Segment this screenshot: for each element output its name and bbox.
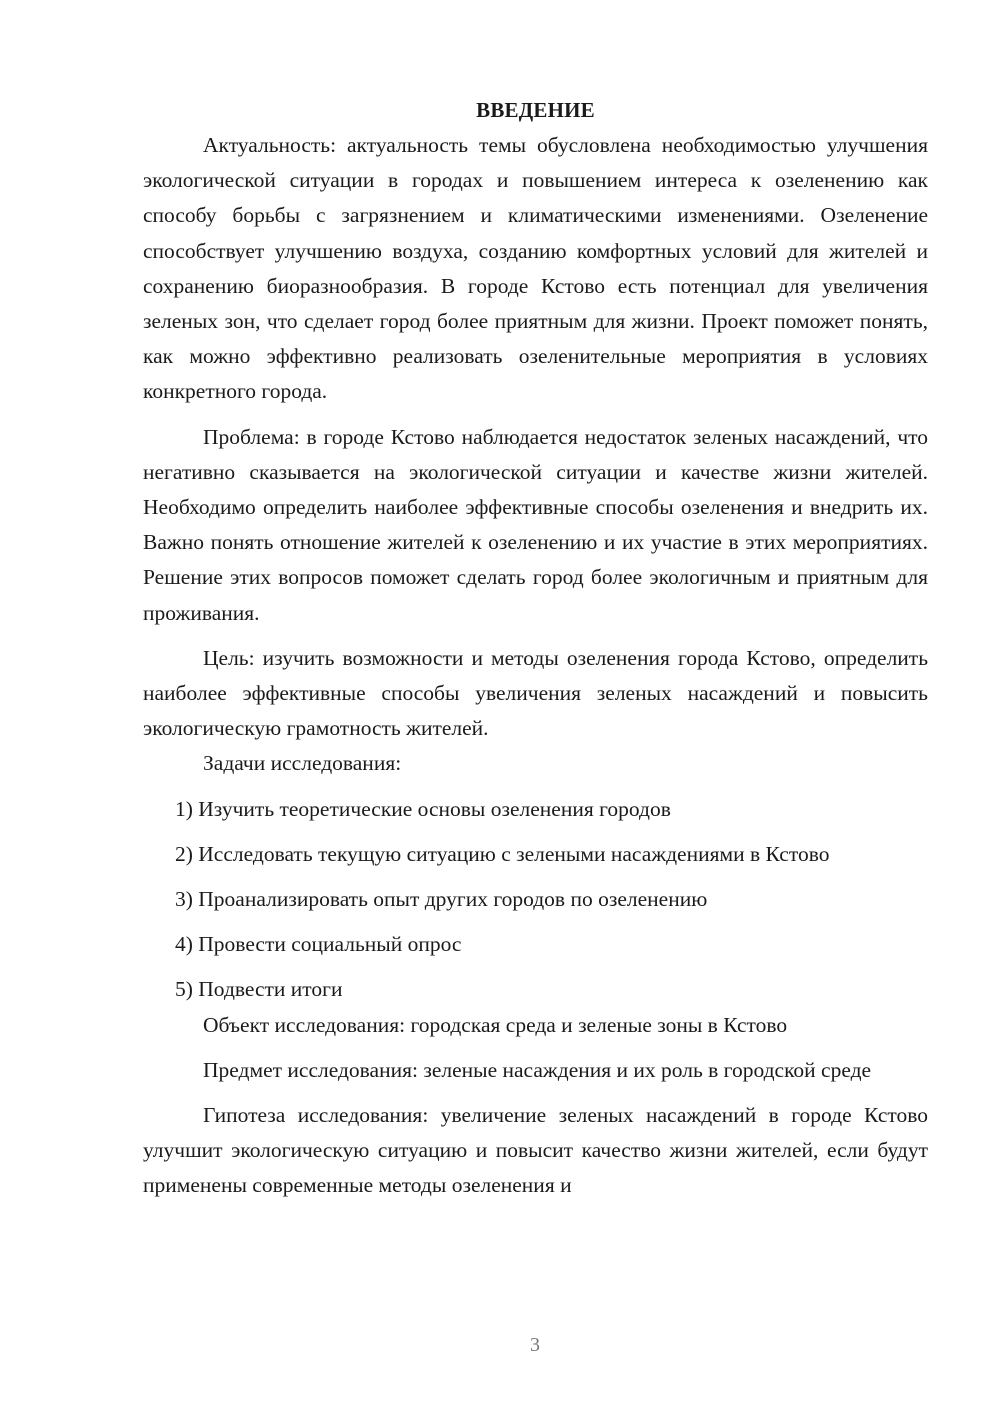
goal-paragraph: Цель: изучить возможности и методы озеленения города Кстово, определить наиболее эффективные способы увеличения зеленых насаждений и повысить экологическую грамотность жителей. [143, 645, 928, 741]
tasks-heading: Задачи исследования: [203, 751, 402, 776]
relevance-paragraph: Актуальность: актуальность темы обусловлена необходимостью улучшения экологической ситуации в городах и повышением интереса к озеленению как способу борьбы с загрязнением и климатическими изменениями. Озеленение способствует улучшению воздуха, созданию комфортных условий для жителей и сохранению биоразнообразия. В городе Кстово есть потенциал для увеличения зеленых зон, что сделает город более приятным для жизни. Проект поможет понять, как можно эффективно реализовать озеленительные мероприятия в условиях конкретного города. [143, 133, 928, 404]
page-title: ВВЕДЕНИЕ [476, 98, 595, 122]
page-number: 3 [530, 1334, 540, 1356]
document-page [143, 92, 928, 1204]
task-item: 4) Провести социальный опрос [175, 932, 462, 957]
task-item: 2) Исследовать текущую ситуацию с зелеными насаждениями в Кстово [175, 841, 830, 866]
hypothesis-paragraph: Гипотеза исследования: увеличение зеленых насаждений в городе Кстово улучшит экологическую ситуацию и повысит качество жизни жителей, если будут применены современные методы озеленения и [143, 1103, 928, 1198]
problem-paragraph: Проблема: в городе Кстово наблюдается недостаток зеленых насаждений, что негативно сказывается на экологической ситуации и качестве жизни жителей. Необходимо определить наиболее эффективные способы озеленения и внедрить их. Важно понять отношение жителей к озеленению и их участие в этих мероприятиях. Решение этих вопросов поможет сделать город более экологичным и приятным для проживания. [143, 424, 928, 625]
subject-paragraph: Предмет исследования: зеленые насаждения и их роль в городской среде [203, 1057, 872, 1082]
task-item: 5) Подвести итоги [175, 977, 343, 1002]
tasks-list [143, 792, 928, 1008]
task-item: 1) Изучить теоретические основы озеленения городов [175, 796, 671, 821]
object-paragraph: Объект исследования: городская среда и зеленые зоны в Кстово [203, 1012, 788, 1037]
task-item: 3) Проанализировать опыт других городов по озеленению [175, 887, 708, 912]
